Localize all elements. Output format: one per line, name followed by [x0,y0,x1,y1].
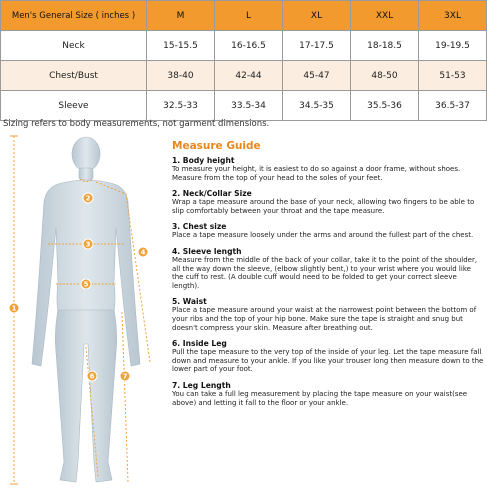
svg-text:5: 5 [83,280,89,289]
marker-2 [83,193,93,203]
table-row [1,31,487,61]
step-text: Wrap a tape measure around the base of your neck, allowing two fingers to be able to slip comfortably between your throat and the tape measure. [172,198,475,215]
header-cell: 3XL [419,1,487,31]
header-cell: XL [283,1,351,31]
header-cell: L [215,1,283,31]
step-waist [172,297,484,332]
svg-text:3: 3 [85,240,91,249]
table-cell: 35.5-36 [351,91,419,121]
step-sleeve [172,247,484,290]
table-cell: 33.5-34 [215,91,283,121]
svg-text:6: 6 [89,372,95,381]
step-heading: 6. Inside Leg [172,339,227,349]
table-cell: 34.5-35 [283,91,351,121]
step-text: Measure from the middle of the back of your collar, take it to the point of the shoulder, all the way down the sleeve, (elbow slightly bent,) to your wrist where you would like the cuff to rest. (A double cuff would need to be folded to get your correct sleeve length). [172,255,478,290]
marker-6 [87,371,97,381]
step-text: You can take a full leg measurement by placing the tape measure on your waist(see above) and letting it fall to the floor or your ankle. [172,389,468,407]
sizing-note: Sizing refers to body measurements, not garment dimensions. [3,119,270,129]
row-label: Chest/Bust [1,61,147,91]
table-cell: 36.5-37 [419,91,487,121]
header-cell: Men's General Size ( inches ) [1,1,147,31]
table-cell: 45-47 [283,61,351,91]
table-cell: 32.5-33 [147,91,215,121]
table-cell: 19-19.5 [419,31,487,61]
body-silhouette [32,137,140,482]
svg-text:1: 1 [11,304,17,313]
step-body-height [172,156,484,182]
step-heading: 5. Waist [172,297,207,307]
table-cell: 16-16.5 [215,31,283,61]
body-figure [0,132,168,500]
step-heading: 2. Neck/Collar Size [172,189,252,199]
step-neck [172,189,484,215]
marker-4 [138,247,148,257]
step-text: To measure your height, it is easiest to do so against a door frame, without shoes. Measure from the top of your head to the soles of your feet. [172,165,461,182]
table-cell: 15-15.5 [147,31,215,61]
size-table [0,0,487,121]
table-row [1,91,487,121]
svg-text:7: 7 [122,372,128,381]
table-cell: 48-50 [351,61,419,91]
table-cell: 18-18.5 [351,31,419,61]
table-cell: 51-53 [419,61,487,91]
marker-3 [83,239,93,249]
step-chest [172,222,484,240]
step-text: Place a tape measure loosely under the arms and around the fullest part of the chest. [172,231,474,240]
step-leg-length [172,381,484,407]
table-header-row [1,1,487,31]
step-inside-leg [172,339,484,374]
marker-1 [9,303,19,313]
marker-7 [120,371,130,381]
step-text: Place a tape measure around your waist at the narrowest point between the bottom of your ribs and the top of your hip bone. Make sure the tape is straight and snug but doesn't compress your skin. Measure after breathing out. [172,306,477,332]
header-cell: XXL [351,1,419,31]
row-label: Sleeve [1,91,147,121]
table-row [1,61,487,91]
step-heading: 4. Sleeve length [172,246,242,256]
svg-text:2: 2 [85,194,91,203]
step-heading: 1. Body height [172,156,235,165]
table-cell: 38-40 [147,61,215,91]
svg-text:4: 4 [140,248,146,257]
row-label: Neck [1,31,147,61]
guide-title: Measure Guide [172,140,261,152]
measure-guide [172,140,484,414]
table-cell: 17-17.5 [283,31,351,61]
step-heading: 3. Chest size [172,222,227,232]
step-text: Pull the tape measure to the very top of the inside of your leg. Let the tape measure fall down and measure to your ankle. If you like your trouser long then measure down to the lower part of your foot. [172,348,484,374]
step-heading: 7. Leg Length [172,380,231,390]
table-cell: 42-44 [215,61,283,91]
header-cell: M [147,1,215,31]
marker-5 [81,279,91,289]
